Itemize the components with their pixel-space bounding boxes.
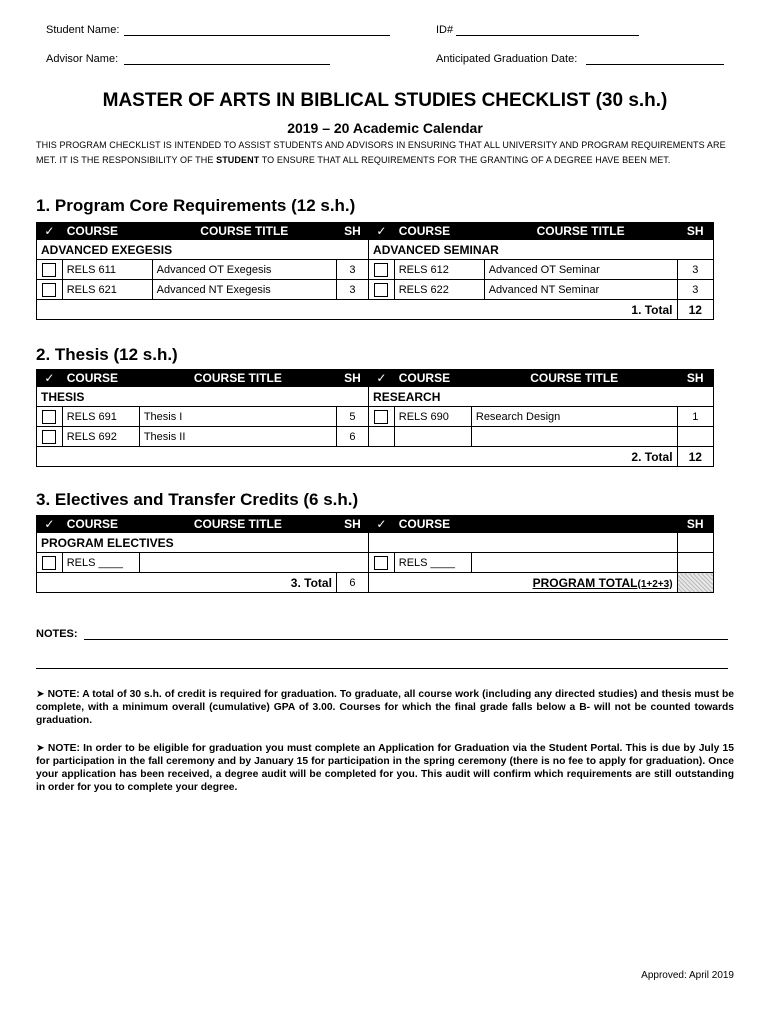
course-title: Advanced NT Exegesis	[152, 280, 336, 300]
sh-header: SH	[336, 223, 368, 240]
notes-line-2[interactable]	[36, 668, 728, 669]
course-title-header: COURSE TITLE	[152, 223, 336, 240]
course-sh: 3	[336, 260, 368, 280]
group-row	[37, 240, 714, 260]
notes-line-1[interactable]	[84, 639, 728, 640]
course-sh: 5	[336, 407, 368, 427]
section1-total-value: 12	[677, 300, 713, 320]
empty-cell	[471, 427, 677, 447]
table-row	[37, 260, 714, 280]
advisor-name-field[interactable]	[124, 64, 330, 65]
course-sh: 3	[336, 280, 368, 300]
transfer-course-sh[interactable]	[677, 553, 713, 573]
course-title: Advanced OT Seminar	[484, 260, 677, 280]
course-header: COURSE	[394, 516, 471, 533]
section2-heading: 2. Thesis (12 s.h.)	[36, 345, 178, 364]
course-checkbox[interactable]	[42, 430, 56, 444]
course-checkbox[interactable]	[42, 556, 56, 570]
course-header: COURSE	[62, 370, 139, 387]
empty-cell	[677, 427, 713, 447]
group-label-left: THESIS	[37, 387, 369, 407]
note-graduation-credit	[36, 688, 734, 727]
intro-emphasis: STUDENT	[216, 155, 260, 165]
table-row	[37, 427, 714, 447]
course-title-header: COURSE TITLE	[471, 370, 677, 387]
intro-part2: TO ENSURE THAT ALL REQUIREMENTS FOR THE GRANTING OF A DEGREE HAVE BEEN MET.	[261, 155, 671, 165]
course-sh: 1	[677, 407, 713, 427]
course-sh: 3	[677, 280, 713, 300]
section2-total-value: 12	[677, 447, 713, 467]
arrow-icon: ➤	[36, 689, 45, 700]
group-row	[37, 533, 714, 553]
transfer-course-title[interactable]	[471, 553, 677, 573]
intro-part1: THIS PROGRAM CHECKLIST IS INTENDED TO ASSIST STUDENTS AND ADVISORS IN ENSURING THAT ALL UNIVERSITY AND PROGRAM REQUIREMENTS ARE MET. IT IS THE RESPONSIBILITY OF THE	[36, 140, 726, 165]
check-header: ✓	[369, 516, 395, 533]
course-checkbox[interactable]	[374, 556, 388, 570]
note1-text: NOTE: A total of 30 s.h. of credit is required for graduation. To graduate, all course work (including any directed studies) and thesis must be complete, with a minimum overall (cumulative) GPA of 3.00. Courses for which the final grade falls below a B- will not be counted towards graduation.	[36, 689, 734, 726]
check-header: ✓	[37, 516, 63, 533]
notes-label: NOTES:	[36, 628, 78, 640]
total-row	[37, 447, 714, 467]
group-label-left: ADVANCED EXEGESIS	[37, 240, 369, 260]
empty-cell	[369, 427, 395, 447]
note-graduation-application	[36, 742, 734, 794]
course-checkbox[interactable]	[42, 263, 56, 277]
elective-course-code[interactable]: RELS ____	[62, 553, 139, 573]
section1-total-label: 1. Total	[37, 300, 678, 320]
course-code: RELS 692	[62, 427, 139, 447]
transfer-course-code[interactable]: RELS ____	[394, 553, 471, 573]
group-row	[37, 387, 714, 407]
course-title: Advanced OT Exegesis	[152, 260, 336, 280]
check-header: ✓	[37, 223, 63, 240]
table-row	[37, 553, 714, 573]
program-total-label	[369, 573, 677, 593]
section3-table	[36, 515, 714, 593]
course-title: Thesis I	[139, 407, 336, 427]
course-sh: 6	[336, 427, 368, 447]
program-total-text: PROGRAM TOTAL	[532, 575, 638, 590]
total-row	[37, 573, 714, 593]
course-header: COURSE	[394, 223, 484, 240]
group-label-right: ADVANCED SEMINAR	[369, 240, 714, 260]
section2-total-label: 2. Total	[37, 447, 678, 467]
id-field[interactable]	[456, 35, 639, 36]
section3-total-label: 3. Total	[37, 573, 337, 593]
approved-date: Approved: April 2019	[641, 970, 734, 981]
course-code: RELS 690	[394, 407, 471, 427]
course-header: COURSE	[394, 370, 471, 387]
course-code: RELS 622	[394, 280, 484, 300]
section2-table	[36, 369, 714, 467]
course-code: RELS 621	[62, 280, 152, 300]
section1-heading: 1. Program Core Requirements (12 s.h.)	[36, 196, 356, 215]
course-title-header: COURSE TITLE	[484, 223, 677, 240]
arrow-icon: ➤	[36, 743, 45, 754]
student-name-field[interactable]	[124, 35, 390, 36]
program-total-box	[677, 573, 713, 593]
sh-header: SH	[677, 516, 713, 533]
course-checkbox[interactable]	[42, 410, 56, 424]
group-label-right: RESEARCH	[369, 387, 714, 407]
sh-header: SH	[677, 223, 713, 240]
course-title: Thesis II	[139, 427, 336, 447]
course-checkbox[interactable]	[42, 283, 56, 297]
course-sh: 3	[677, 260, 713, 280]
table-header-row	[37, 370, 714, 387]
page-title: MASTER OF ARTS IN BIBLICAL STUDIES CHECKLIST (30 s.h.)	[102, 90, 668, 111]
course-checkbox[interactable]	[374, 283, 388, 297]
table-row	[37, 407, 714, 427]
sh-header: SH	[336, 370, 368, 387]
sh-header: SH	[336, 516, 368, 533]
elective-course-title[interactable]	[139, 553, 368, 573]
student-name-label: Student Name:	[46, 24, 120, 36]
section3-total-value: 6	[336, 573, 368, 593]
empty-cell	[394, 427, 471, 447]
advisor-name-label: Advisor Name:	[46, 53, 119, 65]
course-title: Advanced NT Seminar	[484, 280, 677, 300]
course-checkbox[interactable]	[374, 410, 388, 424]
table-header-row	[37, 516, 714, 533]
graduation-date-field[interactable]	[586, 64, 724, 65]
empty-header	[471, 516, 677, 533]
sh-header: SH	[677, 370, 713, 387]
empty-cell	[677, 533, 713, 553]
course-header: COURSE	[62, 516, 139, 533]
program-total-suffix: (1+2+3)	[637, 578, 673, 590]
course-header: COURSE	[62, 223, 152, 240]
table-row	[37, 280, 714, 300]
check-header: ✓	[369, 223, 395, 240]
graduation-date-label: Anticipated Graduation Date:	[436, 53, 578, 65]
note2-text: NOTE: In order to be eligible for graduation you must complete an Application for Graduation via the Student Portal. This is due by July 15 for participation in the fall ceremony and by January 15 for participation in the spring ceremony (there is no fee to apply for graduation). Once your application has been received, a degree audit will be completed for you. This audit will confirm which requirements are still outstanding in order for you to complete your degree.	[36, 743, 734, 793]
empty-cell	[369, 533, 677, 553]
section3-heading: 3. Electives and Transfer Credits (6 s.h.)	[36, 490, 359, 509]
intro-text	[36, 138, 736, 168]
course-code: RELS 691	[62, 407, 139, 427]
page-subtitle: 2019 – 20 Academic Calendar	[287, 120, 483, 136]
course-checkbox[interactable]	[374, 263, 388, 277]
course-code: RELS 612	[394, 260, 484, 280]
table-header-row	[37, 223, 714, 240]
course-title: Research Design	[471, 407, 677, 427]
course-code: RELS 611	[62, 260, 152, 280]
course-title-header: COURSE TITLE	[139, 370, 336, 387]
section1-table	[36, 222, 714, 320]
check-header: ✓	[369, 370, 395, 387]
total-row	[37, 300, 714, 320]
group-label-left: PROGRAM ELECTIVES	[37, 533, 369, 553]
id-label: ID#	[436, 24, 454, 36]
course-title-header: COURSE TITLE	[139, 516, 336, 533]
check-header: ✓	[37, 370, 63, 387]
